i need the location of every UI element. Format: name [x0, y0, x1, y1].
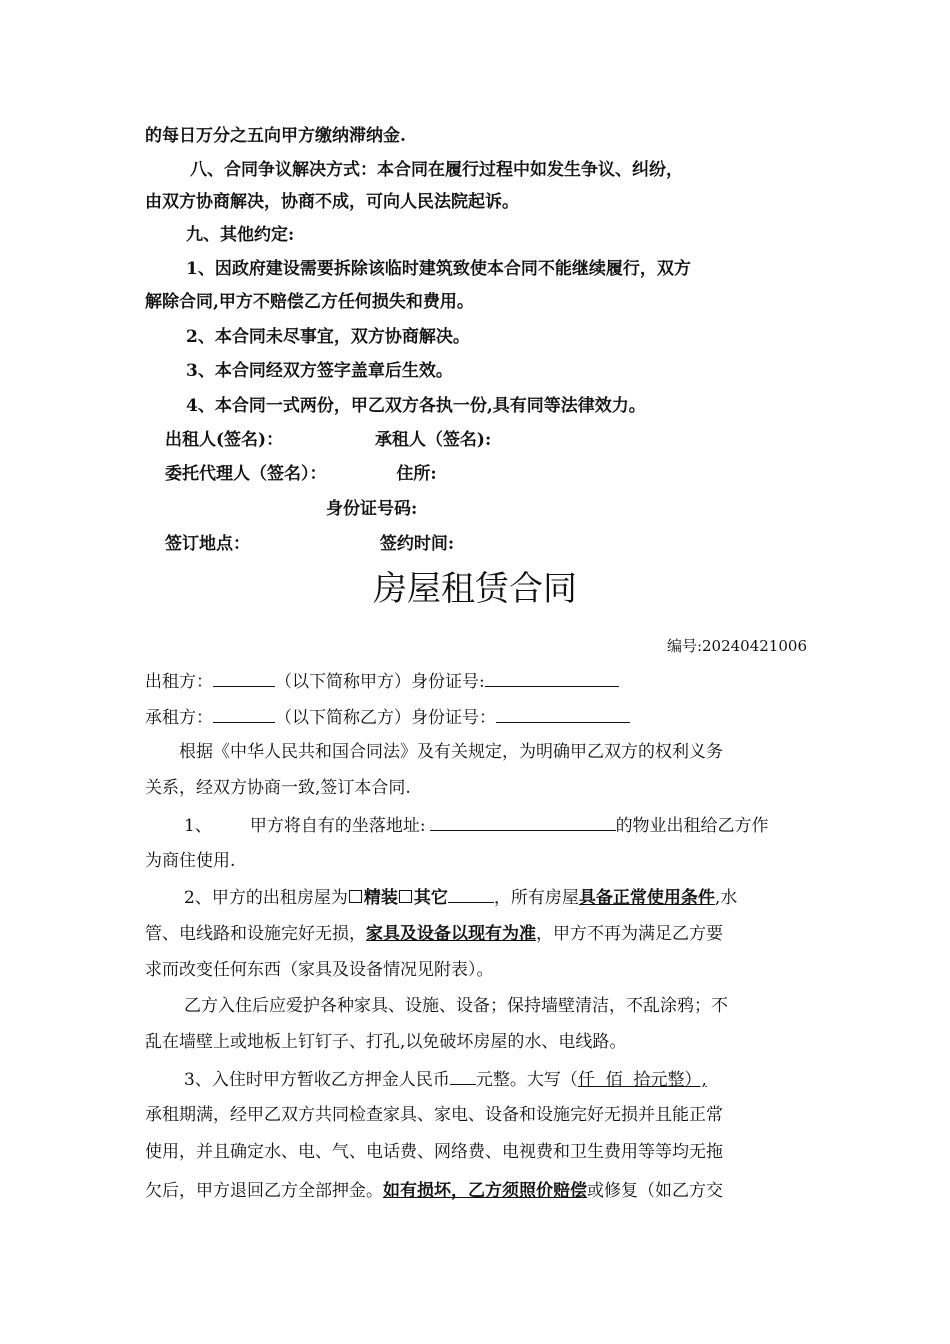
clause-3-text-d: 或修复（如乙方交: [587, 1181, 723, 1201]
other-blank[interactable]: [448, 886, 494, 903]
compensation-emphasis: 如有损坏，乙方须照价赔偿: [383, 1181, 587, 1201]
clause-1-line-1: [184, 814, 849, 837]
clause-2-text-d: 管、电线路和设施完好无损，: [145, 924, 366, 944]
furniture-as-is-emphasis: 家具及设备以现有为准: [366, 924, 536, 944]
clause-3-text-c: 欠后，甲方退回乙方全部押金。: [145, 1181, 383, 1201]
party-a-id-blank[interactable]: [485, 670, 619, 687]
party-a-label: 出租方：: [145, 672, 213, 692]
usable-condition-emphasis: 具备正常使用条件: [578, 888, 715, 908]
option-fine-decoration-label: 精装: [363, 888, 398, 908]
signing-place-label: 签订地点：: [165, 534, 250, 554]
party-b-note: （以下简称乙方）身份证号：: [275, 708, 496, 728]
clause-1-line-2: 为商住使用.: [145, 851, 236, 871]
party-a-name-blank[interactable]: [213, 670, 275, 687]
address-label: 住所:: [396, 464, 437, 484]
id-number-label: 身份证号码:: [326, 499, 418, 519]
clause-2-line-3: 求而改变任何东西（家具及设备情况见附表）。: [145, 960, 494, 980]
clause-3-line-1: [184, 1068, 849, 1091]
document-number: 编号:20240421006: [666, 637, 807, 655]
lessee-signature-label: 承租人（签名):: [374, 430, 492, 450]
party-a-note: （以下简称甲方）身份证号:: [275, 672, 485, 692]
signature-row-2: [165, 463, 830, 485]
clause-9-1-line-1: 1、因政府建设需要拆除该临时建筑致使本合同不能继续履行，双方: [186, 259, 691, 279]
clause-2-text-b: ，所有房屋: [493, 888, 579, 908]
signing-time-label: 签约时间:: [379, 534, 455, 554]
clause-3-text-b: 元整。大写（: [475, 1070, 578, 1090]
deposit-amount-in-words: 仟 佰 拾元整）,: [577, 1070, 707, 1090]
agent-signature-label: 委托代理人（签名）：: [165, 464, 327, 484]
party-a-line: [145, 670, 810, 693]
contract-title: 房屋租赁合同: [373, 569, 577, 609]
party-b-id-blank[interactable]: [496, 706, 630, 723]
intro-line-2: 关系，经双方协商一致,签订本合同.: [145, 778, 411, 798]
signature-row-1: [165, 429, 830, 451]
clause-2-line-1: [184, 886, 849, 909]
clause-3-line-3: 使用，并且确定水、电、气、电话费、网络费、电视费和卫生费用等等均无拖: [145, 1142, 723, 1162]
clause-2-text-a: 2、甲方的出租房屋为: [184, 888, 348, 908]
checkbox-other[interactable]: [399, 890, 412, 903]
clause-9-3: 3、本合同经双方签字盖章后生效。: [186, 361, 453, 381]
intro-line-1: 根据《中华人民共和国合同法》及有关规定，为明确甲乙双方的权利义务: [179, 742, 723, 762]
option-other-label: 其它: [413, 888, 448, 908]
clause-8-line-1: 八、合同争议解决方式：本合同在履行过程中如发生争议、纠纷，: [190, 160, 683, 180]
clause-3-text-a: 3、入住时甲方暂收乙方押金人民币: [184, 1070, 450, 1090]
lessor-signature-label: 出租人(签名)：: [165, 430, 284, 450]
clause-9-1-line-2: 解除合同,甲方不赔偿乙方任何损失和费用。: [145, 292, 474, 312]
checkbox-fine-decoration[interactable]: [349, 890, 362, 903]
party-b-label: 承租方：: [145, 708, 213, 728]
clause-3-line-2: 承租期满，经甲乙双方共同检查家具、家电、设备和设施完好无损并且能正常: [145, 1105, 723, 1125]
clause-2-line-2: [145, 923, 810, 945]
clause-9-4: 4、本合同一式两份，甲乙双方各执一份,具有同等法律效力。: [186, 396, 646, 416]
clause-9-2: 2、本合同未尽事宜，双方协商解决。: [186, 327, 470, 347]
party-b-line: [145, 706, 810, 729]
care-line-1: 乙方入住后应爱护各种家具、设施、设备；保持墙壁清洁，不乱涂鸦；不: [184, 996, 728, 1016]
clause-1-tail: 的物业出租给乙方作: [615, 816, 769, 836]
care-line-2: 乱在墙壁上或地板上钉钉子、打孔,以免破坏房屋的水、电线路。: [145, 1032, 627, 1052]
party-b-name-blank[interactable]: [213, 706, 275, 723]
clause-9-heading: 九、其他约定:: [186, 225, 295, 245]
clause-2-text-e: ，甲方不再为满足乙方要: [536, 924, 723, 944]
clause-8-line-2: 由双方协商解决，协商不成，可向人民法院起诉。: [145, 192, 519, 212]
property-address-blank[interactable]: [430, 814, 616, 831]
clause-3-line-4: [145, 1180, 810, 1202]
clause-1-number: 1、: [184, 816, 212, 836]
deposit-amount-blank[interactable]: [450, 1068, 476, 1085]
clause-2-text-c: ,水: [714, 888, 738, 908]
clause-7-tail: 的每日万分之五向甲方缴纳滞纳金.: [145, 126, 406, 146]
clause-1-text: 甲方将自有的坐落地址:: [249, 816, 426, 836]
signature-row-3: [165, 533, 830, 555]
